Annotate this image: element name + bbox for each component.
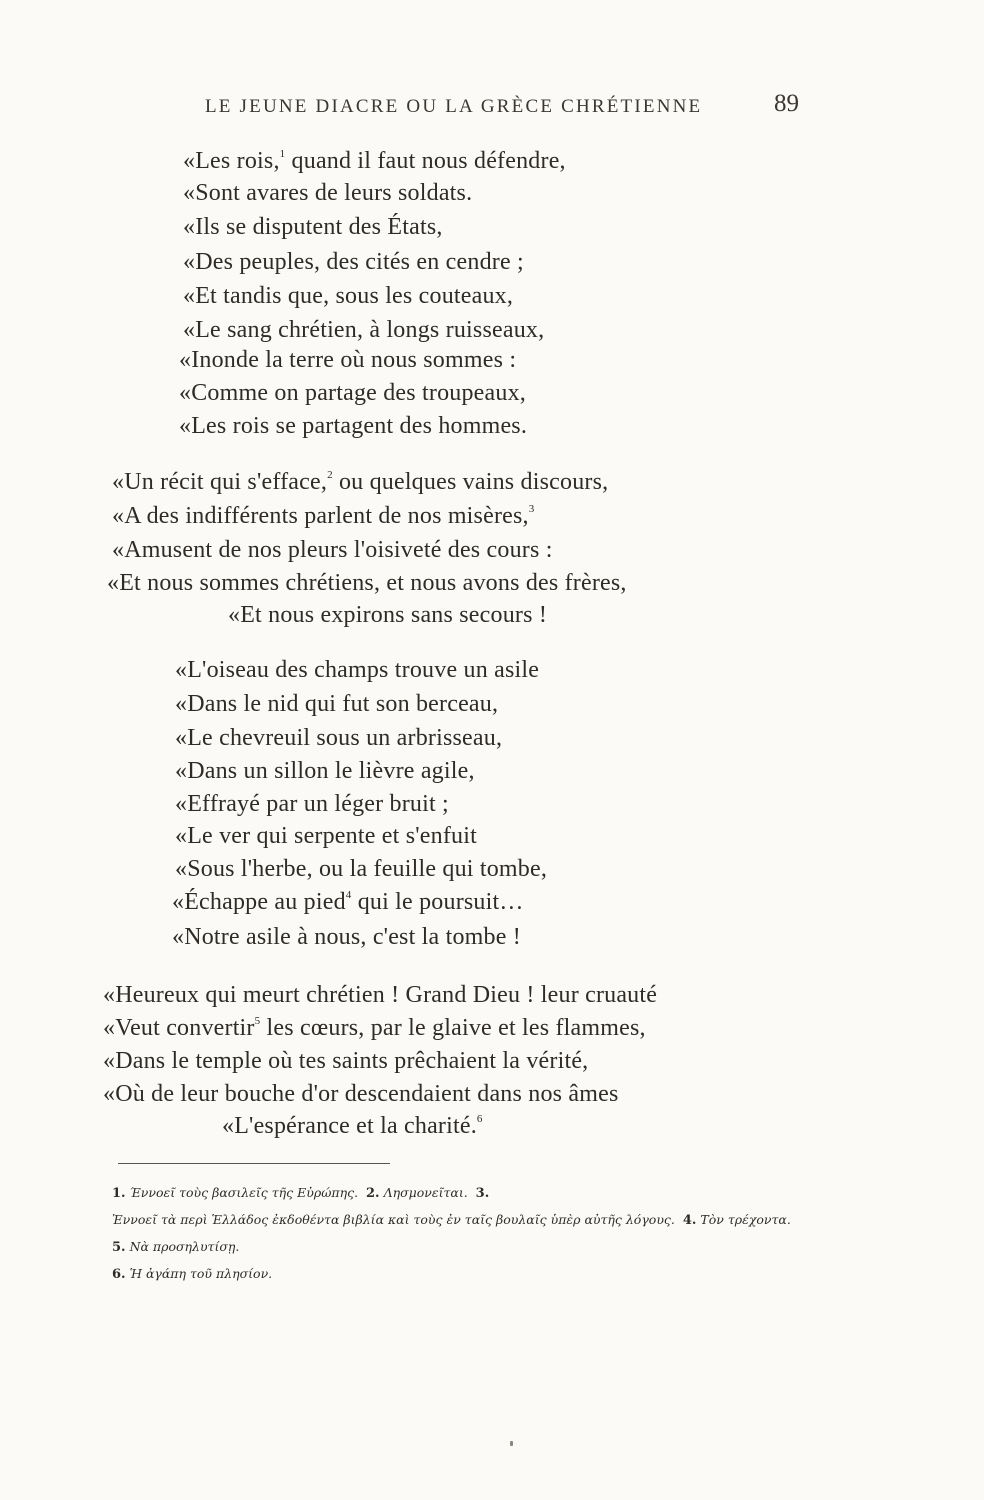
verse-line: «A des indifférents parlent de nos misères,$^3$ <box>112 503 535 529</box>
footnote-text: Έννοεῖ τοὺς βασιλεῖς τῆς Εὐρώπης. <box>129 1185 359 1200</box>
verse-line: «Dans le nid qui fut son berceau, <box>175 691 499 717</box>
verse-line: «Le ver qui serpente et s'enfuit <box>175 823 477 849</box>
verse-line: «Dans un sillon le lièvre agile, <box>175 758 475 784</box>
footnote-ref: 2 <box>327 469 333 481</box>
footnote-text: Ἡ ἀγάπη τοῦ πλησίον. <box>129 1266 273 1281</box>
footnote-rule <box>118 1163 390 1164</box>
verse-line: «Les rois se partagent des hommes. <box>179 413 528 439</box>
verse-line: «Sont avares de leurs soldats. <box>183 180 473 206</box>
running-title: LE JEUNE DIACRE OU LA GRÈCE CHRÉTIENNE <box>205 96 703 117</box>
verse-line: «Veut convertir$^5$ les cœurs, par le glaive et les flammes, <box>103 1015 646 1041</box>
verse-line: «Les rois,$^1$ quand il faut nous défendre, <box>183 148 566 174</box>
verse-line: «Notre asile à nous, c'est la tombe ! <box>172 924 521 950</box>
verse-line: «Le chevreuil sous un arbrisseau, <box>175 725 503 751</box>
print-speck <box>510 1441 513 1446</box>
footnote-text: Λησμονεῖται. <box>383 1185 468 1200</box>
page-header <box>0 90 984 126</box>
footnote-row <box>112 1261 802 1288</box>
verse-line: «Des peuples, des cités en cendre ; <box>183 249 524 275</box>
footnote-ref: 4 <box>345 889 352 901</box>
verse-line: «Et nous expirons sans secours ! <box>228 602 548 628</box>
verse-line: «Où de leur bouche d'or descendaient dans nos âmes <box>103 1081 619 1107</box>
verse-line: «Et nous sommes chrétiens, et nous avons des frères, <box>107 570 627 596</box>
verse-line: «Ils se disputent des États, <box>183 214 443 240</box>
footnote-number: 5. <box>112 1240 126 1255</box>
footnote-ref: 6 <box>476 1113 483 1125</box>
verse-line: «Amusent de nos pleurs l'oisiveté des cours : <box>112 537 553 563</box>
footnote-number: 3. <box>475 1186 490 1201</box>
footnotes <box>112 1180 802 1288</box>
footnote-number: 1. <box>112 1186 126 1201</box>
footnote-text: Τὸν τρέχοντα. <box>700 1212 791 1227</box>
verse-line: «Heureux qui meurt chrétien ! Grand Dieu ! leur cruauté <box>103 982 658 1008</box>
verse-line: «Le sang chrétien, à longs ruisseaux, <box>183 317 545 343</box>
page-number: 89 <box>774 90 799 117</box>
verse-line: «Comme on partage des troupeaux, <box>179 380 526 406</box>
footnote-ref: 5 <box>254 1015 261 1027</box>
verse-line: «L'oiseau des champs trouve un asile <box>175 657 540 683</box>
footnote-ref: 1 <box>279 148 286 160</box>
footnote-row <box>112 1180 802 1207</box>
footnote-number: 6. <box>112 1267 126 1282</box>
verse-line: «Effrayé par un léger bruit ; <box>175 791 449 817</box>
verse-line: «Et tandis que, sous les couteaux, <box>183 283 514 309</box>
verse-line: «Dans le temple où tes saints prêchaient la vérité, <box>103 1048 589 1074</box>
verse-line: «Un récit qui s'efface,$^2$ ou quelques vains discours, <box>112 469 609 495</box>
footnote-ref: 3 <box>528 503 535 515</box>
footnote-text: Ἐννοεῖ τὰ περὶ Ἑλλάδος ἐκδοθέντα βιβλία καὶ τοὺς ἐν ταῖς βουλαῖς ὑπὲρ αὐτῆς λόγους. <box>112 1212 675 1227</box>
footnote-row <box>112 1207 802 1261</box>
verse-line: «Inonde la terre où nous sommes : <box>179 347 517 373</box>
verse-line: «Échappe au pied$^4$ qui le poursuit… <box>172 889 524 915</box>
footnote-text: Νὰ προσηλυτίσῃ. <box>129 1239 240 1254</box>
footnote-number: 2. <box>366 1186 380 1201</box>
verse-line: «Sous l'herbe, ou la feuille qui tombe, <box>175 856 548 882</box>
footnote-number: 4. <box>682 1213 697 1228</box>
verse-line: «L'espérance et la charité.$^6$ <box>222 1113 483 1139</box>
